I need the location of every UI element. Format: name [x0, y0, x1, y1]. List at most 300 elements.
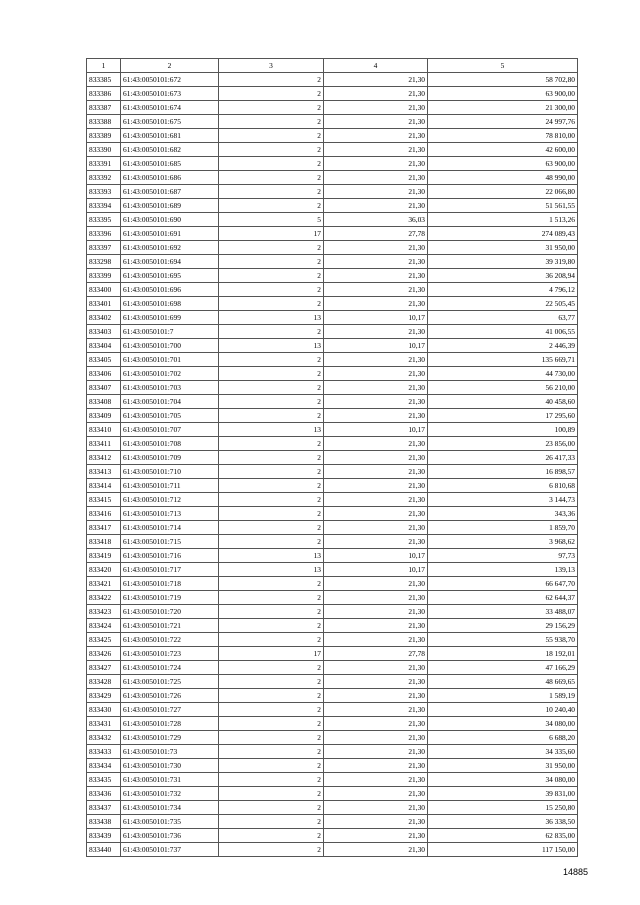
table-cell-col3: 2	[219, 465, 324, 479]
table-cell-col5: 343,36	[428, 507, 578, 521]
table-cell-col2: 61:43:0050101:682	[121, 143, 219, 157]
table-cell-col1: 833439	[87, 829, 121, 843]
table-cell-col1: 833397	[87, 241, 121, 255]
table-cell-col5: 48 669,65	[428, 675, 578, 689]
table-row	[87, 269, 578, 283]
column-header-4: 4	[324, 59, 428, 73]
table-cell-col3: 2	[219, 199, 324, 213]
table-cell-col3: 13	[219, 339, 324, 353]
table-cell-col1: 833405	[87, 353, 121, 367]
table-row	[87, 255, 578, 269]
table-cell-col1: 833434	[87, 759, 121, 773]
table-cell-col2: 61:43:0050101:689	[121, 199, 219, 213]
table-cell-col2: 61:43:0050101:714	[121, 521, 219, 535]
table-cell-col3: 2	[219, 675, 324, 689]
table-cell-col4: 21,30	[324, 731, 428, 745]
table-cell-col3: 2	[219, 129, 324, 143]
table-cell-col4: 21,30	[324, 717, 428, 731]
table-cell-col2: 61:43:0050101:721	[121, 619, 219, 633]
table-cell-col4: 21,30	[324, 367, 428, 381]
table-row	[87, 451, 578, 465]
table-row	[87, 479, 578, 493]
table-cell-col1: 833406	[87, 367, 121, 381]
table-row	[87, 199, 578, 213]
table-cell-col3: 2	[219, 787, 324, 801]
table-row	[87, 115, 578, 129]
table-row	[87, 619, 578, 633]
table-cell-col4: 21,30	[324, 759, 428, 773]
table-cell-col5: 29 156,29	[428, 619, 578, 633]
table-cell-col3: 2	[219, 689, 324, 703]
table-cell-col4: 21,30	[324, 507, 428, 521]
table-cell-col1: 833389	[87, 129, 121, 143]
column-header-1: 1	[87, 59, 121, 73]
table-cell-col1: 833391	[87, 157, 121, 171]
table-cell-col5: 31 950,00	[428, 241, 578, 255]
table-cell-col1: 833412	[87, 451, 121, 465]
table-cell-col3: 2	[219, 619, 324, 633]
table-cell-col1: 833407	[87, 381, 121, 395]
table-row	[87, 745, 578, 759]
table-cell-col2: 61:43:0050101:685	[121, 157, 219, 171]
table-cell-col4: 21,30	[324, 745, 428, 759]
table-cell-col1: 833402	[87, 311, 121, 325]
table-cell-col3: 17	[219, 647, 324, 661]
table-row	[87, 297, 578, 311]
table-cell-col2: 61:43:0050101:674	[121, 101, 219, 115]
table-cell-col3: 2	[219, 143, 324, 157]
table-cell-col2: 61:43:0050101:717	[121, 563, 219, 577]
table-row	[87, 843, 578, 857]
table-cell-col3: 2	[219, 73, 324, 87]
table-cell-col3: 2	[219, 395, 324, 409]
table-row	[87, 563, 578, 577]
table-cell-col3: 5	[219, 213, 324, 227]
table-row	[87, 409, 578, 423]
table-row	[87, 367, 578, 381]
table-cell-col3: 2	[219, 367, 324, 381]
table-row	[87, 437, 578, 451]
table-cell-col5: 22 505,45	[428, 297, 578, 311]
table-cell-col2: 61:43:0050101:700	[121, 339, 219, 353]
table-cell-col4: 21,30	[324, 115, 428, 129]
table-row	[87, 87, 578, 101]
table-cell-col5: 63 900,00	[428, 87, 578, 101]
table-cell-col4: 36,03	[324, 213, 428, 227]
table-cell-col4: 21,30	[324, 395, 428, 409]
table-cell-col2: 61:43:0050101:705	[121, 409, 219, 423]
table-cell-col2: 61:43:0050101:694	[121, 255, 219, 269]
table-row	[87, 465, 578, 479]
table-cell-col5: 39 831,00	[428, 787, 578, 801]
table-cell-col4: 21,30	[324, 689, 428, 703]
table-cell-col3: 2	[219, 115, 324, 129]
table-cell-col4: 21,30	[324, 451, 428, 465]
table-cell-col2: 61:43:0050101:728	[121, 717, 219, 731]
table-cell-col4: 21,30	[324, 143, 428, 157]
table-cell-col2: 61:43:0050101:695	[121, 269, 219, 283]
table-cell-col4: 21,30	[324, 129, 428, 143]
table-cell-col3: 13	[219, 423, 324, 437]
table-cell-col2: 61:43:0050101:673	[121, 87, 219, 101]
table-cell-col1: 833388	[87, 115, 121, 129]
table-cell-col4: 21,30	[324, 157, 428, 171]
table-cell-col5: 10 240,40	[428, 703, 578, 717]
table-cell-col1: 833419	[87, 549, 121, 563]
table-cell-col3: 2	[219, 409, 324, 423]
table-cell-col5: 3 968,62	[428, 535, 578, 549]
table-cell-col3: 2	[219, 591, 324, 605]
table-cell-col4: 21,30	[324, 633, 428, 647]
table-row	[87, 689, 578, 703]
table-cell-col3: 2	[219, 507, 324, 521]
table-cell-col4: 10,17	[324, 563, 428, 577]
table-cell-col4: 21,30	[324, 661, 428, 675]
table-row	[87, 227, 578, 241]
table-cell-col2: 61:43:0050101:723	[121, 647, 219, 661]
table-cell-col2: 61:43:0050101:692	[121, 241, 219, 255]
table-cell-col4: 21,30	[324, 185, 428, 199]
table-cell-col4: 21,30	[324, 325, 428, 339]
table-cell-col5: 6 810,68	[428, 479, 578, 493]
table-cell-col5: 66 647,70	[428, 577, 578, 591]
table-row	[87, 661, 578, 675]
table-cell-col1: 833410	[87, 423, 121, 437]
table-cell-col5: 135 669,71	[428, 353, 578, 367]
table-cell-col5: 22 066,80	[428, 185, 578, 199]
table-cell-col1: 833433	[87, 745, 121, 759]
table-cell-col3: 2	[219, 731, 324, 745]
table-cell-col1: 833415	[87, 493, 121, 507]
table-cell-col2: 61:43:0050101:735	[121, 815, 219, 829]
table-cell-col3: 13	[219, 563, 324, 577]
table-cell-col3: 2	[219, 745, 324, 759]
table-cell-col4: 21,30	[324, 479, 428, 493]
table-row	[87, 171, 578, 185]
table-cell-col5: 47 166,29	[428, 661, 578, 675]
table-cell-col4: 21,30	[324, 619, 428, 633]
table-row	[87, 577, 578, 591]
table-cell-col4: 21,30	[324, 297, 428, 311]
table-row	[87, 535, 578, 549]
table-row	[87, 787, 578, 801]
table-cell-col5: 21 300,00	[428, 101, 578, 115]
table-cell-col1: 833417	[87, 521, 121, 535]
table-cell-col5: 3 144,73	[428, 493, 578, 507]
table-cell-col3: 2	[219, 283, 324, 297]
table-row	[87, 241, 578, 255]
table-cell-col3: 2	[219, 269, 324, 283]
table-row	[87, 353, 578, 367]
table-cell-col2: 61:43:0050101:726	[121, 689, 219, 703]
table-cell-col1: 833426	[87, 647, 121, 661]
table-cell-col3: 2	[219, 325, 324, 339]
table-cell-col2: 61:43:0050101:730	[121, 759, 219, 773]
table-cell-col2: 61:43:0050101:737	[121, 843, 219, 857]
table-cell-col3: 2	[219, 297, 324, 311]
table-cell-col4: 21,30	[324, 829, 428, 843]
table-cell-col3: 17	[219, 227, 324, 241]
table-cell-col3: 2	[219, 801, 324, 815]
table-cell-col2: 61:43:0050101:672	[121, 73, 219, 87]
table-row	[87, 605, 578, 619]
table-cell-col2: 61:43:0050101:701	[121, 353, 219, 367]
table-row	[87, 647, 578, 661]
table-cell-col1: 833432	[87, 731, 121, 745]
table-cell-col1: 833440	[87, 843, 121, 857]
table-cell-col4: 21,30	[324, 255, 428, 269]
table-cell-col1: 833424	[87, 619, 121, 633]
table-cell-col5: 97,73	[428, 549, 578, 563]
table-cell-col5: 16 898,57	[428, 465, 578, 479]
table-cell-col5: 39 319,80	[428, 255, 578, 269]
table-cell-col5: 1 859,70	[428, 521, 578, 535]
table-cell-col3: 2	[219, 451, 324, 465]
table-row	[87, 731, 578, 745]
table-cell-col2: 61:43:0050101:719	[121, 591, 219, 605]
table-cell-col4: 21,30	[324, 101, 428, 115]
table-cell-col1: 833400	[87, 283, 121, 297]
table-cell-col4: 21,30	[324, 87, 428, 101]
table-cell-col1: 833429	[87, 689, 121, 703]
table-row	[87, 423, 578, 437]
table-cell-col5: 24 997,76	[428, 115, 578, 129]
table-cell-col2: 61:43:0050101:710	[121, 465, 219, 479]
table-cell-col2: 61:43:0050101:704	[121, 395, 219, 409]
table-cell-col2: 61:43:0050101:7	[121, 325, 219, 339]
table-cell-col3: 2	[219, 577, 324, 591]
table-header-row	[87, 59, 578, 73]
table-row	[87, 717, 578, 731]
table-cell-col5: 34 080,00	[428, 717, 578, 731]
table-row	[87, 395, 578, 409]
table-cell-col3: 2	[219, 255, 324, 269]
table-cell-col2: 61:43:0050101:713	[121, 507, 219, 521]
table-cell-col2: 61:43:0050101:718	[121, 577, 219, 591]
table-cell-col5: 15 250,80	[428, 801, 578, 815]
table-cell-col3: 2	[219, 479, 324, 493]
table-cell-col2: 61:43:0050101:707	[121, 423, 219, 437]
table-cell-col3: 2	[219, 535, 324, 549]
table-cell-col3: 2	[219, 437, 324, 451]
table-cell-col1: 833385	[87, 73, 121, 87]
table-cell-col1: 833411	[87, 437, 121, 451]
table-cell-col5: 36 208,94	[428, 269, 578, 283]
table-cell-col2: 61:43:0050101:720	[121, 605, 219, 619]
table-cell-col5: 36 338,50	[428, 815, 578, 829]
table-cell-col1: 833418	[87, 535, 121, 549]
table-cell-col1: 833414	[87, 479, 121, 493]
table-cell-col4: 21,30	[324, 815, 428, 829]
table-cell-col3: 2	[219, 171, 324, 185]
table-cell-col5: 78 810,00	[428, 129, 578, 143]
table-cell-col4: 21,30	[324, 283, 428, 297]
table-cell-col5: 34 080,00	[428, 773, 578, 787]
column-header-3: 3	[219, 59, 324, 73]
table-cell-col3: 2	[219, 773, 324, 787]
table-cell-col4: 21,30	[324, 605, 428, 619]
table-cell-col4: 27,78	[324, 647, 428, 661]
table-cell-col5: 26 417,33	[428, 451, 578, 465]
table-cell-col4: 21,30	[324, 381, 428, 395]
table-cell-col3: 2	[219, 759, 324, 773]
table-cell-col3: 2	[219, 815, 324, 829]
table-cell-col3: 13	[219, 311, 324, 325]
table-row	[87, 213, 578, 227]
column-header-2: 2	[121, 59, 219, 73]
table-cell-col2: 61:43:0050101:698	[121, 297, 219, 311]
table-row	[87, 129, 578, 143]
table-cell-col2: 61:43:0050101:715	[121, 535, 219, 549]
table-row	[87, 157, 578, 171]
table-cell-col5: 62 644,37	[428, 591, 578, 605]
table-row	[87, 185, 578, 199]
table-cell-col2: 61:43:0050101:731	[121, 773, 219, 787]
table-cell-col3: 2	[219, 157, 324, 171]
table-cell-col1: 833421	[87, 577, 121, 591]
table-cell-col3: 2	[219, 493, 324, 507]
table-cell-col4: 21,30	[324, 353, 428, 367]
table-cell-col1: 833435	[87, 773, 121, 787]
table-row	[87, 703, 578, 717]
table-cell-col5: 63 900,00	[428, 157, 578, 171]
table-cell-col1: 833438	[87, 815, 121, 829]
table-cell-col1: 833298	[87, 255, 121, 269]
table-cell-col1: 833394	[87, 199, 121, 213]
table-cell-col4: 21,30	[324, 787, 428, 801]
data-table	[86, 58, 578, 857]
table-cell-col4: 21,30	[324, 437, 428, 451]
table-cell-col4: 10,17	[324, 423, 428, 437]
table-row	[87, 493, 578, 507]
table-cell-col4: 21,30	[324, 535, 428, 549]
table-cell-col4: 21,30	[324, 241, 428, 255]
table-cell-col1: 833395	[87, 213, 121, 227]
table-cell-col4: 21,30	[324, 409, 428, 423]
table-cell-col3: 2	[219, 101, 324, 115]
table-cell-col5: 58 702,80	[428, 73, 578, 87]
table-cell-col2: 61:43:0050101:690	[121, 213, 219, 227]
table-cell-col4: 21,30	[324, 493, 428, 507]
table-row	[87, 759, 578, 773]
table-cell-col3: 2	[219, 703, 324, 717]
table-cell-col2: 61:43:0050101:722	[121, 633, 219, 647]
table-cell-col3: 2	[219, 843, 324, 857]
table-cell-col4: 21,30	[324, 591, 428, 605]
table-cell-col5: 55 938,70	[428, 633, 578, 647]
table-row	[87, 591, 578, 605]
table-row	[87, 829, 578, 843]
table-cell-col1: 833387	[87, 101, 121, 115]
table-cell-col4: 21,30	[324, 801, 428, 815]
table-cell-col2: 61:43:0050101:681	[121, 129, 219, 143]
table-cell-col1: 833431	[87, 717, 121, 731]
table-cell-col1: 833430	[87, 703, 121, 717]
table-cell-col1: 833393	[87, 185, 121, 199]
table-row	[87, 633, 578, 647]
table-cell-col1: 833416	[87, 507, 121, 521]
table-row	[87, 339, 578, 353]
table-cell-col2: 61:43:0050101:699	[121, 311, 219, 325]
table-cell-col5: 1 513,26	[428, 213, 578, 227]
table-cell-col5: 6 688,20	[428, 731, 578, 745]
table-cell-col2: 61:43:0050101:696	[121, 283, 219, 297]
table-cell-col2: 61:43:0050101:727	[121, 703, 219, 717]
table-cell-col2: 61:43:0050101:687	[121, 185, 219, 199]
table-row	[87, 675, 578, 689]
table-cell-col5: 139,13	[428, 563, 578, 577]
table-cell-col5: 56 210,00	[428, 381, 578, 395]
table-cell-col5: 18 192,01	[428, 647, 578, 661]
table-cell-col2: 61:43:0050101:675	[121, 115, 219, 129]
table-cell-col5: 33 488,07	[428, 605, 578, 619]
table-cell-col3: 2	[219, 185, 324, 199]
table-cell-col4: 21,30	[324, 199, 428, 213]
table-cell-col3: 2	[219, 241, 324, 255]
table-body	[87, 73, 578, 857]
table-row	[87, 507, 578, 521]
table-row	[87, 815, 578, 829]
table-cell-col5: 40 458,60	[428, 395, 578, 409]
table-row	[87, 381, 578, 395]
table-cell-col5: 17 295,60	[428, 409, 578, 423]
table-cell-col1: 833413	[87, 465, 121, 479]
table-cell-col2: 61:43:0050101:708	[121, 437, 219, 451]
table-row	[87, 73, 578, 87]
table-cell-col4: 10,17	[324, 311, 428, 325]
table-cell-col2: 61:43:0050101:703	[121, 381, 219, 395]
table-cell-col3: 2	[219, 633, 324, 647]
table-row	[87, 143, 578, 157]
table-cell-col5: 62 835,00	[428, 829, 578, 843]
table-cell-col2: 61:43:0050101:711	[121, 479, 219, 493]
table-cell-col5: 100,89	[428, 423, 578, 437]
table-row	[87, 311, 578, 325]
table-cell-col1: 833392	[87, 171, 121, 185]
table-cell-col5: 274 089,43	[428, 227, 578, 241]
table-cell-col4: 10,17	[324, 339, 428, 353]
table-row	[87, 325, 578, 339]
table-cell-col3: 13	[219, 549, 324, 563]
table-cell-col4: 21,30	[324, 269, 428, 283]
table-cell-col3: 2	[219, 829, 324, 843]
table-row	[87, 283, 578, 297]
table-cell-col3: 2	[219, 87, 324, 101]
table-cell-col5: 2 446,39	[428, 339, 578, 353]
table-cell-col1: 833425	[87, 633, 121, 647]
table-cell-col2: 61:43:0050101:716	[121, 549, 219, 563]
table-cell-col1: 833390	[87, 143, 121, 157]
table-row	[87, 801, 578, 815]
column-header-5: 5	[428, 59, 578, 73]
table-cell-col4: 21,30	[324, 703, 428, 717]
table-row	[87, 521, 578, 535]
table-cell-col5: 34 335,60	[428, 745, 578, 759]
table-cell-col5: 63,77	[428, 311, 578, 325]
table-cell-col1: 833437	[87, 801, 121, 815]
table-cell-col1: 833420	[87, 563, 121, 577]
table-cell-col3: 2	[219, 661, 324, 675]
table-cell-col1: 833428	[87, 675, 121, 689]
table-cell-col2: 61:43:0050101:732	[121, 787, 219, 801]
table-cell-col5: 1 589,19	[428, 689, 578, 703]
table-cell-col4: 21,30	[324, 171, 428, 185]
table-cell-col1: 833423	[87, 605, 121, 619]
table-cell-col2: 61:43:0050101:734	[121, 801, 219, 815]
table-cell-col4: 21,30	[324, 465, 428, 479]
table-cell-col2: 61:43:0050101:709	[121, 451, 219, 465]
table-cell-col3: 2	[219, 381, 324, 395]
